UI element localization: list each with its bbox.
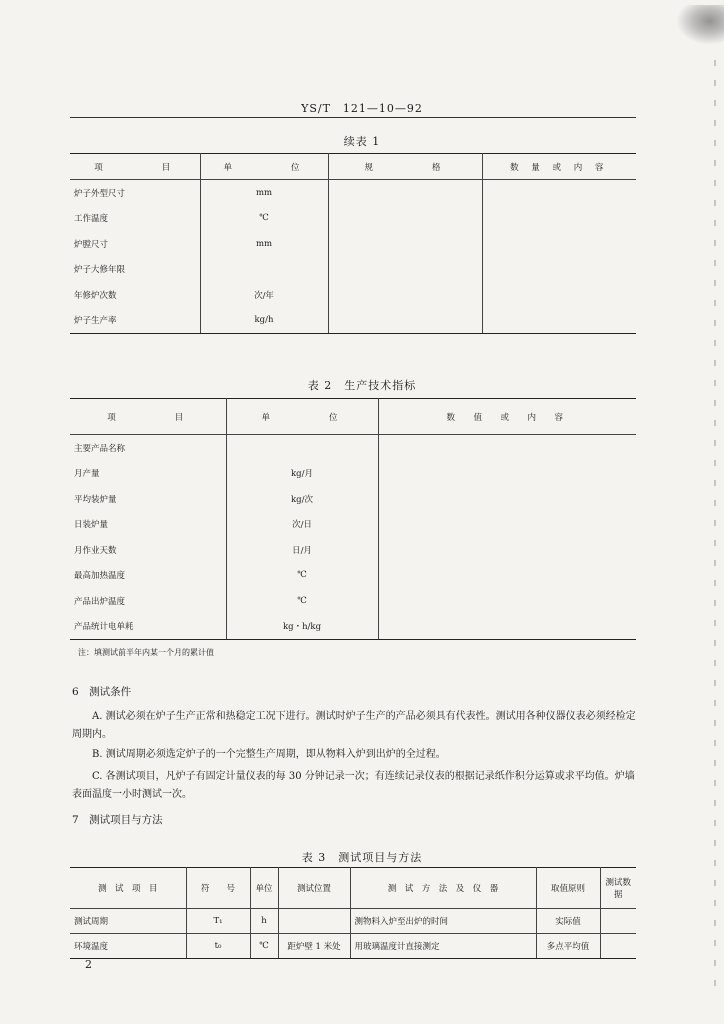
table2-note: 注：填测试前半年内某一个月的累计值 <box>78 648 214 657</box>
table3-cell: h <box>250 909 278 934</box>
table1-cell <box>328 282 482 308</box>
table2-header: 单 位 <box>226 399 378 435</box>
table1-cell <box>482 206 636 232</box>
table1-cell: 炉子外型尺寸 <box>70 180 200 206</box>
table3 <box>70 867 636 959</box>
paragraph-c: C. 各测试项目，凡炉子有固定计量仪表的每 30 分钟记录一次；有连续记录仪表的根据记录纸作积分运算或求平均值。炉墙表面温度一小时测试一次。 <box>72 771 635 800</box>
paragraph-b: B. 测试周期必须选定炉子的一个完整生产周期，即从物料入炉到出炉的全过程。 <box>92 749 446 760</box>
table2-cell: 月作业天数 <box>70 537 226 563</box>
table-row <box>70 537 636 563</box>
table2-cell <box>226 435 378 461</box>
table3-cell: 用玻璃温度计直接测定 <box>350 934 536 959</box>
table3-header: 取值原则 <box>536 868 600 909</box>
table1-header: 规 格 <box>328 154 482 180</box>
table-row <box>70 934 636 959</box>
paragraph-a: A. 测试必须在炉子生产正常和热稳定工况下进行。测试时炉子生产的产品必须具有代表性。测试用各种仪器仪表必须经检定周期内。 <box>72 711 636 740</box>
table1-cell: mm <box>200 180 328 206</box>
table-row <box>70 461 636 487</box>
table-row <box>70 563 636 589</box>
table2-cell: 产品出炉温度 <box>70 588 226 614</box>
table3-cell: 测物料入炉至出炉的时间 <box>350 909 536 934</box>
table3-header: 符 号 <box>186 868 250 909</box>
table2-cell: 主要产品名称 <box>70 435 226 461</box>
standard-code-header: YS/T 121—10—92 <box>301 102 423 115</box>
table-row <box>70 909 636 934</box>
table1 <box>70 153 636 334</box>
table2-cell: 最高加热温度 <box>70 563 226 589</box>
table2-cell <box>378 537 636 563</box>
table2-cell <box>378 563 636 589</box>
table3-cell: ℃ <box>250 934 278 959</box>
table2-cell <box>378 588 636 614</box>
table2 <box>70 398 636 640</box>
table-row <box>70 257 636 283</box>
table3-header: 测 试 方 法 及 仪 器 <box>350 868 536 909</box>
table-row <box>70 282 636 308</box>
table3-cell <box>600 909 636 934</box>
table1-cell <box>328 231 482 257</box>
table1-cell <box>328 180 482 206</box>
table3-cell: t₀ <box>186 934 250 959</box>
table1-cell: 工作温度 <box>70 206 200 232</box>
section-7-heading: 7 测试项目与方法 <box>72 814 163 826</box>
table2-cell: ℃ <box>226 563 378 589</box>
table2-cell <box>378 435 636 461</box>
table-row <box>70 206 636 232</box>
table-row <box>70 231 636 257</box>
table1-cell: 炉膛尺寸 <box>70 231 200 257</box>
table1-cell: ℃ <box>200 206 328 232</box>
table3-header: 测 试 项 目 <box>70 868 186 909</box>
table3-cell: 实际值 <box>536 909 600 934</box>
table3-cell <box>600 934 636 959</box>
table2-header: 项 目 <box>70 399 226 435</box>
table1-cell: mm <box>200 231 328 257</box>
page-number: 2 <box>85 958 92 971</box>
table3-header: 测试数据 <box>600 868 636 909</box>
table3-cell: 环境温度 <box>70 934 186 959</box>
table2-cell: kg・h/kg <box>226 614 378 640</box>
table-row <box>70 308 636 334</box>
table2-header: 数 值 或 内 容 <box>378 399 636 435</box>
table2-cell <box>378 486 636 512</box>
table1-cell <box>482 180 636 206</box>
table2-cell: 日装炉量 <box>70 512 226 538</box>
scan-smudge <box>676 5 724 45</box>
table2-cell: 次/日 <box>226 512 378 538</box>
header-rule <box>70 117 636 118</box>
table1-cell <box>482 257 636 283</box>
table2-caption: 表 2 生产技术指标 <box>307 379 417 392</box>
table-row <box>70 614 636 640</box>
table2-cell: ℃ <box>226 588 378 614</box>
table1-cell <box>328 257 482 283</box>
table3-cell: 多点平均值 <box>536 934 600 959</box>
table3-cell: 测试周期 <box>70 909 186 934</box>
table1-header: 数 量 或 内 容 <box>482 154 636 180</box>
table1-cell: 次/年 <box>200 282 328 308</box>
table1-cell: 炉子生产率 <box>70 308 200 334</box>
table3-header: 单位 <box>250 868 278 909</box>
table2-cell <box>378 461 636 487</box>
table1-cell <box>328 308 482 334</box>
table3-cell <box>278 909 350 934</box>
table1-header: 单 位 <box>200 154 328 180</box>
table2-cell: kg/月 <box>226 461 378 487</box>
table1-cell <box>482 308 636 334</box>
table-row <box>70 180 636 206</box>
table2-cell: 月产量 <box>70 461 226 487</box>
table1-cell: 年修炉次数 <box>70 282 200 308</box>
table1-caption: 续表 1 <box>343 135 381 148</box>
table-row <box>70 435 636 461</box>
table1-cell <box>200 257 328 283</box>
table-row <box>70 588 636 614</box>
table1-cell: kg/h <box>200 308 328 334</box>
table3-cell: 距炉壁 1 米处 <box>278 934 350 959</box>
table2-cell <box>378 614 636 640</box>
table3-cell: T₁ <box>186 909 250 934</box>
table1-header: 项 目 <box>70 154 200 180</box>
table2-cell: 产品统计电单耗 <box>70 614 226 640</box>
table3-header: 测试位置 <box>278 868 350 909</box>
section-6-heading: 6 测试条件 <box>72 686 132 698</box>
table1-cell <box>482 231 636 257</box>
table3-caption: 表 3 测试项目与方法 <box>301 851 423 864</box>
table1-cell <box>482 282 636 308</box>
table2-cell: kg/次 <box>226 486 378 512</box>
table1-cell: 炉子大修年限 <box>70 257 200 283</box>
table-row <box>70 486 636 512</box>
table-row <box>70 512 636 538</box>
table1-cell <box>328 206 482 232</box>
table2-cell <box>378 512 636 538</box>
table2-cell: 日/月 <box>226 537 378 563</box>
table2-cell: 平均装炉量 <box>70 486 226 512</box>
